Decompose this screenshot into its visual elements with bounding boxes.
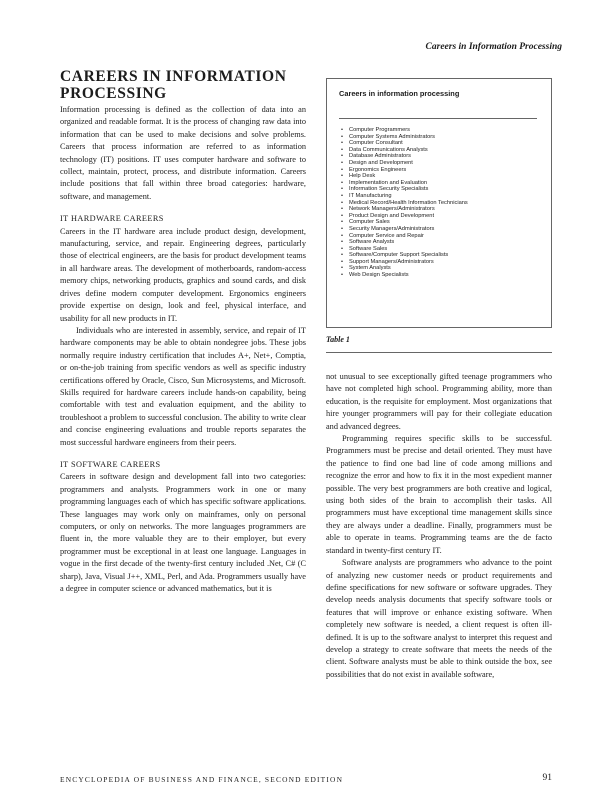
list-item: • Help Desk — [349, 173, 537, 180]
list-item: • Computer Systems Administrators — [349, 134, 537, 141]
list-item: • Database Administrators — [349, 153, 537, 160]
software-paragraph-1: Careers in software design and development fall into two categories: programmers and analysts. Programmers work in one or many programming languages each of which has specific software applications. These languages may work only on mainframes, only on personal computers, or only on networks. The more languages programmers are fluent in, the more valuable they are to their employer, but every programmer must be exceptional in at least one language. Languages in vogue in the first decade of the twenty-first century included .Net, C# (C sharp), Java, Visual J++, XML, Perl, and Ada. Programmers usually have a degree in computer science or advanced mathematics, but it is — [60, 472, 306, 594]
careers-sidebar-box — [326, 78, 552, 328]
list-item: • Network Managers/Administrators — [349, 206, 537, 213]
list-item: • Security Managers/Administrators — [349, 226, 537, 233]
hardware-paragraph-1: Careers in the IT hardware area include product design, development, manufacturing, service, and repair. Engineering degrees, particularly those of electrical engineers, are the basis for product development teams in all hardware areas. The development of motherboards, random-access memory chips, networking products, graphics and sound cards, and disk drives define modern computer development. Ergonomics engineers provide expertise on design, look and feel, physical interface, and usability for all new products in IT. — [60, 226, 306, 323]
table-caption: Table 1 — [326, 335, 552, 353]
list-item: • Implementation and Evaluation — [349, 180, 537, 187]
list-item: • Product Design and Development — [349, 213, 537, 220]
running-head: Careers in Information Processing — [425, 42, 562, 52]
list-item: • Computer Consultant — [349, 140, 537, 147]
hardware-heading: IT HARDWARE CAREERS — [60, 214, 164, 224]
list-item: • Computer Sales — [349, 219, 537, 226]
list-item: • Software/Computer Support Specialists — [349, 252, 537, 259]
list-item: • Design and Development — [349, 160, 537, 167]
sidebar-title: Careers in information processing — [339, 89, 460, 98]
intro-paragraph: Information processing is defined as the collection of data into an organized and readable format. It is the process of changing raw data into information that can be used to make decisions and solve problems. Careers that process information are referred to as information technology (IT) positions. IT uses computer hardware and software to collect, maintain, protect, process, and distribute information. Careers include positions that fall within three broad categories: hardware, software, and management. — [60, 105, 306, 201]
list-item: • Computer Programmers — [349, 127, 537, 134]
list-item: • Data Communications Analysts — [349, 147, 537, 154]
list-item: • Software Sales — [349, 246, 537, 253]
right-paragraph-2: Programming requires specific skills to be successful. Programmers must be precise and detail oriented. They must have the patience to find one bad line of code among millions and recognize the error and how to fix it in the most expedient manner possible. The very best programmers are both creative and logical, using both sides of the brain to accomplish their tasks. All programmers must have exceptional time management skills since they are always under a deadline. Finally, programmers must be able to operate in teams. Programming teams are the de facto standard in twenty-first century IT. — [326, 434, 552, 555]
list-item: • Medical Record/Health Information Technicians — [349, 200, 537, 207]
list-item: • System Analysts — [349, 265, 537, 272]
footer-publication: ENCYCLOPEDIA OF BUSINESS AND FINANCE, SECOND EDITION — [60, 775, 344, 784]
right-column — [326, 371, 552, 681]
sidebar-divider — [339, 118, 537, 119]
page-number: 91 — [542, 773, 552, 783]
software-heading: IT SOFTWARE CAREERS — [60, 459, 161, 469]
list-item: • Ergonomics Engineers — [349, 167, 537, 174]
list-item: • Web Design Specialists — [349, 272, 537, 279]
right-paragraph-3: Software analysts are programmers who advance to the point of analyzing new customer needs or product requirements and define specifications for new software or software upgrades. They develop needs analysis documents that specify software tools or features that will improve or enhance existing software. When completely new software is needed, a client request is often ill-defined. It is up to the software analyst to interpret this request and develop a strategy to create software that meets the needs of the client. Software analysts must be able to think outside the box, see possibilities that do not exist in available software, — [326, 558, 552, 679]
hardware-paragraph-2: Individuals who are interested in assembly, service, and repair of IT hardware components may be able to obtain nondegree jobs. These jobs normally require industry certification that includes A+, Net+, Comptia, or on-the-job training from specific vendors as well as specific industry certifications offered by Oracle, Cisco, Sun Microsystems, and Microsoft. Skills required for hardware careers include hands-on capability, being comfortable with test and evaluation equipment, and the ability to troubleshoot a problem to successful conclusion. The ability to write clear and concise engineering evaluations and trouble reports separates the most successful hardware engineers from their peers. — [60, 325, 306, 447]
article-title: CAREERS IN INFORMATION PROCESSING — [60, 68, 287, 102]
list-item: • Computer Service and Repair — [349, 233, 537, 240]
list-item: • Information Security Specialists — [349, 186, 537, 193]
left-column — [60, 68, 306, 595]
list-item: • Software Analysts — [349, 239, 537, 246]
list-item: • IT Manufacturing — [349, 193, 537, 200]
right-paragraph-1: not unusual to see exceptionally gifted teenage programmers who have not completed high school. Programming ability, more than education, is the requisite for employment. Most organizations that hire younger programmers will pay for their collegiate education and advanced degrees. — [326, 372, 552, 431]
list-item: • Support Managers/Administrators — [349, 259, 537, 266]
careers-list — [339, 127, 537, 279]
